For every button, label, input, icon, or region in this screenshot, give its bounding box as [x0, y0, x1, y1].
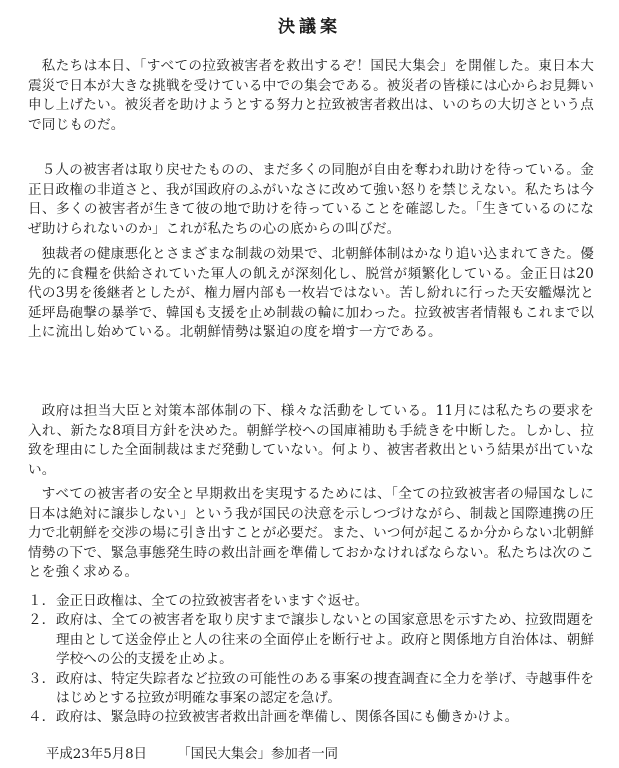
footer-signature: 「国民大集会」参加者一同 [177, 747, 338, 762]
paragraph-5: すべての被害者の安全と早期救出を実現するためには、「全ての拉致被害者の帰国なしに日本は絶対に譲歩しない」という我が国民の決意を示しつづけながら、制裁と国際連携の圧力で北朝鮮を交渉の場に引き出すことが必要だ。また、いつ何が起こるか分からない北朝鮮情勢の下で、緊急事態発生時の救出計画を準備しておかなければならない。私たちは次のことを強く求める。 [28, 486, 594, 581]
demand-text: 政府は、緊急時の拉致被害者救出計画を準備し、関係各国にも働きかけよ。 [56, 709, 519, 726]
footer-date: 平成23年5月8日 [46, 747, 148, 762]
paragraph-2: ５人の被害者は取り戻せたものの、まだ多くの同胞が自由を奪われ助けを待っている。金正日政権の非道さと、我が国政府のふがいなさに改めて強い怒りを禁じえない。私たちは今日、多くの被害者が生きて彼の地で助けを待っていることを確認した。「生きているのになぜ助けられないのか」これが私たちの心の底からの叫びだ。 [28, 162, 594, 237]
paragraph-4: 政府は担当大臣と対策本部体制の下、様々な活動をしている。11月には私たちの要求を入れ、新たな8項目方針を決めた。朝鮮学校への国庫補助も手続きを中断した。しかし、拉致を理由にした全面制裁はまだ発動していない。何より、被害者救出という結果が出ていない。 [28, 403, 594, 478]
demand-number: ２． [28, 612, 56, 629]
paragraph-3: 独裁者の健康悪化とさまざまな制裁の効果で、北朝鮮体制はかなり追い込まれてきた。優先的に食糧を供給されていた軍人の飢えが深刻化し、脱営が頻繁化している。金正日は20代の3男を後継者としたが、権力層内部も一枚岩ではない。苦し紛れに行った天安艦爆沈と延坪島砲撃の暴挙で、韓国も支援を止め制裁の輪に加わった。拉致被害者情報もこれまで以上に流出し始めている。北朝鮮情勢は緊迫の度を増す一方である。 [28, 246, 594, 341]
demand-item-3 [28, 670, 594, 709]
demand-item-4 [28, 708, 594, 727]
demand-number: ３． [28, 670, 56, 687]
demand-text: 金正日政権は、全ての拉致被害者をいますぐ返せ。 [56, 593, 369, 609]
demands-list [28, 592, 594, 728]
demand-number: １． [28, 593, 56, 609]
demand-item-1 [28, 592, 594, 611]
demand-number: ４． [28, 709, 56, 726]
document-title: 決議案 [278, 17, 341, 37]
demand-text: 政府は、全ての被害者を取り戻すまで譲歩しないとの国家意思を示すため、拉致問題を理由として送金停止と人の往来の全面停止を断行せよ。政府と関係地方自治体は、朝鮮学校への公的支援を止めよ。 [56, 612, 594, 668]
document-footer [46, 743, 338, 762]
demand-item-2 [28, 611, 594, 669]
demand-text: 政府は、特定失踪者など拉致の可能性のある事案の捜査調査に全力を挙げ、寺越事件をはじめとする拉致が明確な事案の認定を急げ。 [56, 670, 594, 707]
paragraph-1: 私たちは本日、「すべての拉致被害者を救出するぞ！国民大集会」を開催した。東日本大震災で日本が大きな挑戦を受けている中での集会である。被災者の皆様には心からお見舞い申し上げたい。被災者を助けようとする努力と拉致被害者救出は、いのちの大切さという点で同じものだ。 [28, 58, 594, 133]
